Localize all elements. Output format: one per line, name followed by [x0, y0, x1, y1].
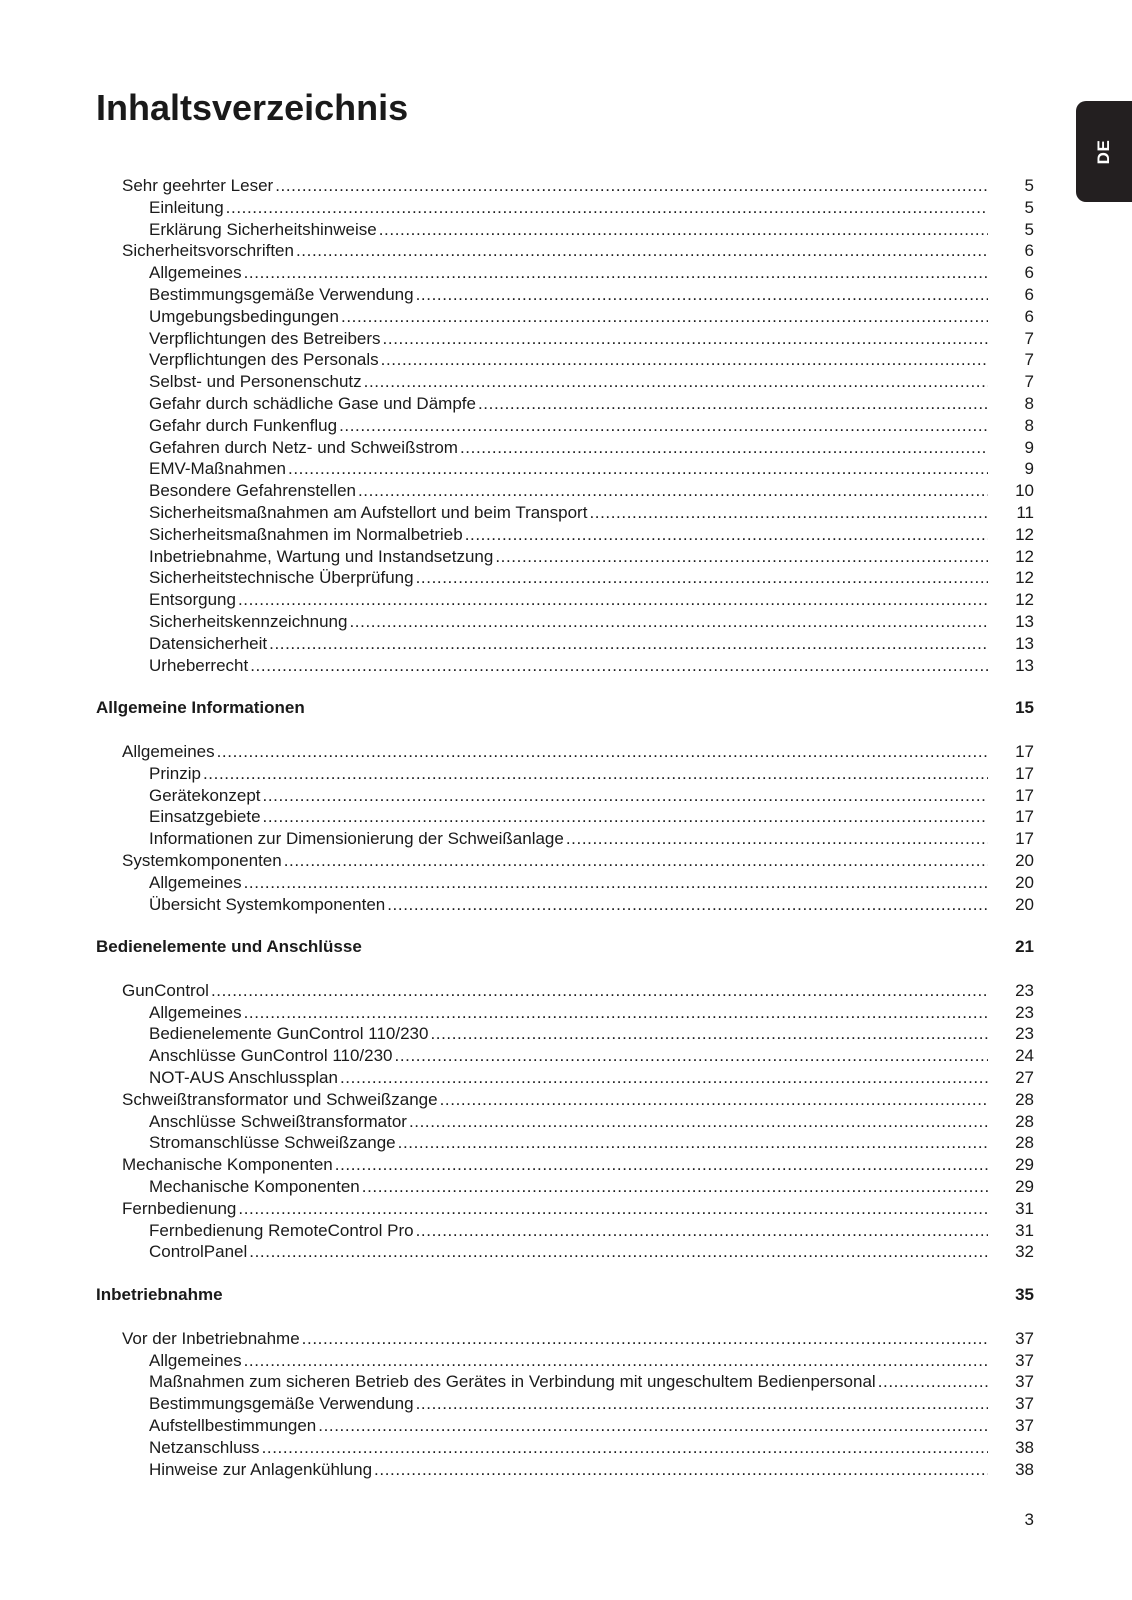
- toc-subentry[interactable]: [96, 393, 1034, 415]
- toc-subentry[interactable]: [96, 197, 1034, 219]
- toc-dot-leader: [416, 1393, 988, 1415]
- toc-dot-leader: [269, 633, 988, 655]
- toc-dot-leader: [203, 763, 988, 785]
- toc-subentry[interactable]: [96, 589, 1034, 611]
- toc-subentry[interactable]: [96, 306, 1034, 328]
- toc-entry-label: Anschlüsse Schweißtransformator: [149, 1111, 407, 1131]
- toc-dot-leader: [244, 1002, 988, 1024]
- toc-dot-leader: [478, 393, 988, 415]
- toc-subentry[interactable]: [96, 437, 1034, 459]
- toc-page-number: 31: [1015, 1220, 1034, 1240]
- toc-subentry[interactable]: [96, 894, 1034, 916]
- toc-dot-leader: [430, 1023, 988, 1045]
- toc-dot-leader: [275, 175, 988, 197]
- toc-dot-leader: [440, 1089, 988, 1111]
- toc-subentry[interactable]: [96, 1111, 1034, 1133]
- toc-dot-leader: [244, 1350, 988, 1372]
- toc-dot-leader: [878, 1371, 988, 1393]
- toc-subentry[interactable]: [96, 785, 1034, 807]
- toc-page-number: 28: [1015, 1089, 1034, 1109]
- toc-page-number: 37: [1015, 1372, 1034, 1392]
- toc-page-number: 28: [1015, 1111, 1034, 1131]
- toc-dot-leader: [341, 306, 988, 328]
- toc-page-number: 10: [1015, 481, 1034, 501]
- toc-entry-label: Fernbedienung RemoteControl Pro: [149, 1220, 414, 1240]
- toc-dot-leader: [416, 284, 988, 306]
- toc-dot-leader: [340, 1067, 988, 1089]
- toc-entry-label: Netzanschluss: [149, 1437, 260, 1457]
- toc-dot-leader: [238, 589, 988, 611]
- toc-entry-label: Systemkomponenten: [122, 850, 282, 870]
- toc-dot-leader: [362, 1176, 988, 1198]
- language-tab-label: DE: [1094, 139, 1113, 164]
- toc-page-number: 17: [1015, 741, 1034, 761]
- toc-subentry[interactable]: [96, 1415, 1034, 1437]
- toc-page-number: 5: [1024, 197, 1034, 217]
- toc-subentry[interactable]: [96, 262, 1034, 284]
- toc-dot-leader: [387, 894, 988, 916]
- toc-page-number: 13: [1015, 611, 1034, 631]
- toc-chapter-entry[interactable]: [96, 240, 1034, 262]
- toc-dot-leader: [249, 1241, 988, 1263]
- toc-page-number: 37: [1015, 1394, 1034, 1414]
- toc-page-number: 8: [1024, 393, 1034, 413]
- toc-entry-label: Anschlüsse GunControl 110/230: [149, 1046, 393, 1066]
- toc-subentry[interactable]: [96, 763, 1034, 785]
- toc-entry-label: Maßnahmen zum sicheren Betrieb des Gerätes in Verbindung mit ungeschultem Bedienpersonal: [149, 1372, 876, 1392]
- toc-dot-leader: [416, 567, 988, 589]
- toc-subentry[interactable]: [96, 1132, 1034, 1154]
- toc-subentry[interactable]: [96, 1393, 1034, 1415]
- toc-entry-label: Besondere Gefahrenstellen: [149, 481, 356, 501]
- toc-page-number: 21: [1015, 937, 1034, 957]
- toc-entry-label: Umgebungsbedingungen: [149, 306, 339, 326]
- toc-page-number: 38: [1015, 1459, 1034, 1479]
- toc-page-number: 6: [1024, 263, 1034, 283]
- toc-page-number: 28: [1015, 1133, 1034, 1153]
- toc-entry-label: Allgemeines: [149, 1350, 242, 1370]
- toc-dot-leader: [398, 1132, 988, 1154]
- toc-page-number: 12: [1015, 568, 1034, 588]
- toc-dot-leader: [416, 1220, 988, 1242]
- toc-dot-leader: [395, 1045, 988, 1067]
- toc-chapter-entry[interactable]: [96, 1198, 1034, 1220]
- toc-entry-label: Gerätekonzept: [149, 785, 261, 805]
- toc-entry-label: Hinweise zur Anlagenkühlung: [149, 1459, 373, 1479]
- toc-entry-label: Erklärung Sicherheitshinweise: [149, 219, 377, 239]
- toc-subentry[interactable]: [96, 828, 1034, 850]
- toc-dot-leader: [226, 197, 988, 219]
- toc-page-number: 37: [1015, 1350, 1034, 1370]
- toc-page-number: 6: [1024, 284, 1034, 304]
- toc-entry-label: EMV-Maßnahmen: [149, 459, 286, 479]
- toc-entry-label: Allgemeines: [122, 741, 215, 761]
- toc-subentry[interactable]: [96, 1023, 1034, 1045]
- toc-page-number: 12: [1015, 590, 1034, 610]
- toc-chapter-entry[interactable]: [96, 850, 1034, 872]
- toc-page-number: 17: [1015, 763, 1034, 783]
- toc-entry-label: Verpflichtungen des Personals: [149, 350, 379, 370]
- toc-page-number: 20: [1015, 872, 1034, 892]
- toc-entry-label: Datensicherheit: [149, 633, 268, 653]
- toc-page-number: 37: [1015, 1328, 1034, 1348]
- toc-entry-label: Bedienelemente und Anschlüsse: [96, 937, 362, 957]
- toc-entry-label: Selbst- und Personenschutz: [149, 372, 362, 392]
- toc-subentry[interactable]: [96, 1437, 1034, 1459]
- toc-entry-label: Aufstellbestimmungen: [149, 1416, 317, 1436]
- toc-page-number: 32: [1015, 1242, 1034, 1262]
- toc-page-number: 7: [1024, 328, 1034, 348]
- toc-chapter-entry[interactable]: [96, 1154, 1034, 1176]
- toc-subentry[interactable]: [96, 1176, 1034, 1198]
- toc-entry-label: Allgemeine Informationen: [96, 698, 305, 718]
- toc-chapter-entry[interactable]: [96, 1328, 1034, 1350]
- toc-dot-leader: [335, 1154, 988, 1176]
- toc-entry-label: Sicherheitsvorschriften: [122, 241, 294, 261]
- toc-dot-leader: [374, 1459, 988, 1481]
- toc-dot-leader: [262, 1437, 988, 1459]
- toc-subentry[interactable]: [96, 1067, 1034, 1089]
- toc-entry-label: Gefahr durch schädliche Gase und Dämpfe: [149, 393, 476, 413]
- toc-entry-label: Bestimmungsgemäße Verwendung: [149, 1394, 414, 1414]
- toc-subentry[interactable]: [96, 349, 1034, 371]
- toc-dot-leader: [495, 546, 988, 568]
- toc-page-number: 17: [1015, 785, 1034, 805]
- toc-subentry[interactable]: [96, 284, 1034, 306]
- toc-entry-label: Bedienelemente GunControl 110/230: [149, 1024, 429, 1044]
- toc-entry-label: Bestimmungsgemäße Verwendung: [149, 284, 414, 304]
- toc-dot-leader: [566, 828, 988, 850]
- toc-page-number: 5: [1024, 176, 1034, 195]
- toc-subentry[interactable]: [96, 611, 1034, 633]
- toc-page-number: 17: [1015, 829, 1034, 849]
- toc-entry-label: Mechanische Komponenten: [122, 1155, 333, 1175]
- toc-subentry[interactable]: [96, 1045, 1034, 1067]
- toc-page-number: 27: [1015, 1068, 1034, 1088]
- toc-dot-leader: [263, 785, 988, 807]
- toc-subentry[interactable]: [96, 502, 1034, 524]
- toc-page-number: 15: [1015, 698, 1034, 718]
- toc-page-number: 24: [1015, 1046, 1034, 1066]
- toc-dot-leader: [409, 1111, 988, 1133]
- toc-entry-label: Mechanische Komponenten: [149, 1177, 360, 1197]
- toc-subentry[interactable]: [96, 219, 1034, 241]
- toc-page-number: 7: [1024, 372, 1034, 392]
- toc-entry-label: Schweißtransformator und Schweißzange: [122, 1089, 438, 1109]
- toc-chapter-entry[interactable]: [96, 175, 1034, 197]
- toc-subentry[interactable]: [96, 1350, 1034, 1372]
- toc-page-number: 9: [1024, 437, 1034, 457]
- language-tab: [1076, 101, 1132, 202]
- toc-page-number: 23: [1015, 980, 1034, 1000]
- toc-entry-label: Allgemeines: [149, 263, 242, 283]
- toc-section-heading[interactable]: [96, 1284, 1034, 1306]
- toc-page-number: 6: [1024, 241, 1034, 261]
- toc-dot-leader: [288, 458, 988, 480]
- toc-entry-label: Übersicht Systemkomponenten: [149, 894, 386, 914]
- toc-entry-label: Sehr geehrter Leser: [122, 176, 274, 195]
- toc-dot-leader: [465, 524, 988, 546]
- toc-entry-label: Gefahren durch Netz- und Schweißstrom: [149, 437, 458, 457]
- toc-subentry[interactable]: [96, 1371, 1034, 1393]
- toc-page-number: 13: [1015, 633, 1034, 653]
- toc-entry-label: Verpflichtungen des Betreibers: [149, 328, 381, 348]
- toc-dot-leader: [263, 806, 988, 828]
- toc-dot-leader: [244, 872, 988, 894]
- toc-dot-leader: [379, 219, 988, 241]
- toc-subentry[interactable]: [96, 633, 1034, 655]
- toc-subentry[interactable]: [96, 806, 1034, 828]
- toc-dot-leader: [358, 480, 988, 502]
- toc-entry-label: Allgemeines: [149, 1002, 242, 1022]
- toc-subentry[interactable]: [96, 1459, 1034, 1481]
- toc-dot-leader: [250, 655, 988, 677]
- toc-subentry[interactable]: [96, 1241, 1034, 1263]
- toc-page-number: 31: [1015, 1198, 1034, 1218]
- toc-page-number: 23: [1015, 1024, 1034, 1044]
- toc-dot-leader: [383, 328, 988, 350]
- toc-page-number: 12: [1015, 524, 1034, 544]
- toc-entry-label: Entsorgung: [149, 590, 236, 610]
- toc-entry-label: ControlPanel: [149, 1242, 248, 1262]
- toc-entry-label: NOT-AUS Anschlussplan: [149, 1068, 338, 1088]
- toc-entry-label: Informationen zur Dimensionierung der Schweißanlage: [149, 829, 564, 849]
- toc-subentry[interactable]: [96, 480, 1034, 502]
- toc-page-number: 20: [1015, 850, 1034, 870]
- toc-dot-leader: [238, 1198, 988, 1220]
- toc-dot-leader: [284, 850, 988, 872]
- toc-subentry[interactable]: [96, 655, 1034, 677]
- toc-dot-leader: [364, 371, 988, 393]
- toc-page-number: 8: [1024, 415, 1034, 435]
- toc-page-number: 35: [1015, 1285, 1034, 1305]
- toc-dot-leader: [460, 437, 988, 459]
- table-of-contents: [96, 175, 1034, 1480]
- toc-entry-label: Urheberrecht: [149, 655, 249, 675]
- toc-page-number: 6: [1024, 306, 1034, 326]
- toc-subentry[interactable]: [96, 1220, 1034, 1242]
- toc-page-number: 29: [1015, 1177, 1034, 1197]
- toc-entry-label: Allgemeines: [149, 872, 242, 892]
- toc-chapter-entry[interactable]: [96, 980, 1034, 1002]
- toc-entry-label: Inbetriebnahme, Wartung und Instandsetzung: [149, 546, 494, 566]
- toc-section-heading[interactable]: [96, 936, 1034, 958]
- toc-page-number: 13: [1015, 655, 1034, 675]
- toc-page-number: 12: [1015, 546, 1034, 566]
- toc-dot-leader: [244, 262, 988, 284]
- toc-dot-leader: [339, 415, 988, 437]
- toc-entry-label: Gefahr durch Funkenflug: [149, 415, 338, 435]
- toc-dot-leader: [302, 1328, 988, 1350]
- toc-entry-label: Einleitung: [149, 197, 224, 217]
- toc-page-number: 23: [1015, 1002, 1034, 1022]
- toc-entry-label: Sicherheitsmaßnahmen am Aufstellort und beim Transport: [149, 502, 588, 522]
- toc-entry-label: Fernbedienung: [122, 1198, 237, 1218]
- toc-page-number: 29: [1015, 1155, 1034, 1175]
- toc-entry-label: Inbetriebnahme: [96, 1285, 223, 1305]
- toc-page-number: 11: [1016, 502, 1034, 522]
- toc-subentry[interactable]: [96, 328, 1034, 350]
- page-title: Inhaltsverzeichnis: [96, 87, 409, 128]
- toc-entry-label: Sicherheitsmaßnahmen im Normalbetrieb: [149, 524, 463, 544]
- toc-dot-leader: [318, 1415, 988, 1437]
- toc-page-number: 5: [1024, 219, 1034, 239]
- toc-subentry[interactable]: [96, 458, 1034, 480]
- toc-subentry[interactable]: [96, 546, 1034, 568]
- toc-page-number: 37: [1015, 1416, 1034, 1436]
- toc-dot-leader: [349, 611, 988, 633]
- toc-subentry[interactable]: [96, 415, 1034, 437]
- toc-page-number: 17: [1015, 807, 1034, 827]
- toc-subentry[interactable]: [96, 567, 1034, 589]
- toc-subentry[interactable]: [96, 371, 1034, 393]
- toc-entry-label: GunControl: [122, 980, 209, 1000]
- toc-chapter-entry[interactable]: [96, 741, 1034, 763]
- toc-entry-label: Sicherheitstechnische Überprüfung: [149, 568, 414, 588]
- toc-page-number: 7: [1024, 350, 1034, 370]
- toc-entry-label: Prinzip: [149, 763, 201, 783]
- toc-dot-leader: [589, 502, 988, 524]
- toc-section-heading[interactable]: [96, 697, 1034, 719]
- toc-entry-label: Vor der Inbetriebnahme: [122, 1328, 300, 1348]
- toc-page-number: 38: [1015, 1437, 1034, 1457]
- page-number: 3: [1024, 1510, 1034, 1529]
- toc-subentry[interactable]: [96, 524, 1034, 546]
- toc-dot-leader: [296, 240, 988, 262]
- toc-subentry[interactable]: [96, 1002, 1034, 1024]
- toc-entry-label: Sicherheitskennzeichnung: [149, 611, 348, 631]
- toc-subentry[interactable]: [96, 872, 1034, 894]
- toc-dot-leader: [381, 349, 988, 371]
- toc-chapter-entry[interactable]: [96, 1089, 1034, 1111]
- toc-page-number: 20: [1015, 894, 1034, 914]
- toc-dot-leader: [211, 980, 988, 1002]
- toc-dot-leader: [217, 741, 988, 763]
- toc-entry-label: Stromanschlüsse Schweißzange: [149, 1133, 396, 1153]
- toc-entry-label: Einsatzgebiete: [149, 807, 261, 827]
- toc-page-number: 9: [1024, 459, 1034, 479]
